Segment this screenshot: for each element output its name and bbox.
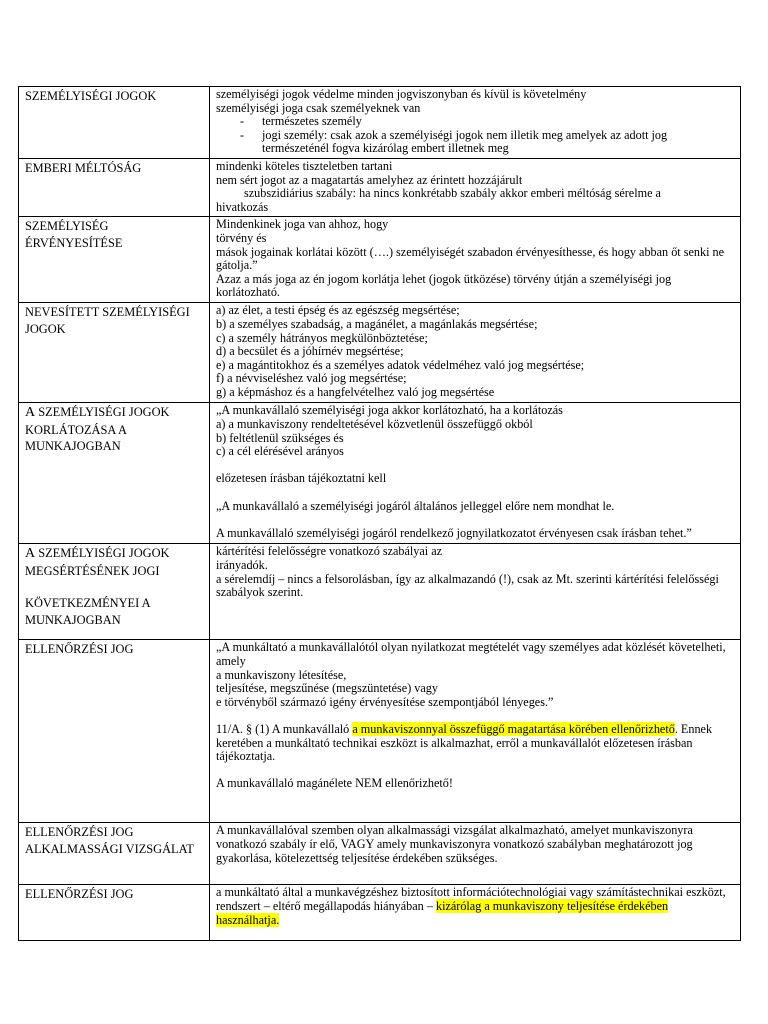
notes-table — [18, 86, 741, 941]
content-line: a munkaviszony létesítése, — [216, 667, 347, 682]
text-fragment: a munkáltató által a munkavégzéshez biztosított információtechnológiai vagy számítástechnikai eszközt, rendszert – eltérő megállapodás hiányában – — [216, 885, 726, 913]
list-item: e) a magántitokhoz és a személyes adatok védelméhez való jog megsértése; — [216, 357, 585, 372]
spacer — [216, 764, 734, 778]
content-line: kártérítési felelősségre vonatkozó szabályai az — [216, 544, 443, 559]
text-fragment: 11/A. § (1) A munkavállaló — [216, 721, 353, 736]
label-initial: A — [25, 405, 36, 421]
content-line: „A munkavállaló a személyiségi jogáról általános jelleggel előre nem mondhat le. — [216, 498, 615, 513]
label-line: JOGOK — [25, 321, 66, 336]
content-line: b) feltétlenül szükséges és — [216, 430, 344, 445]
label-line: MEGSÉRTÉSÉNEK JOGI — [25, 563, 160, 578]
dash-bullet: - — [240, 114, 245, 129]
label-line: EMBERI MÉLTÓSÁG — [25, 160, 142, 175]
row-label — [19, 885, 210, 941]
spacer — [216, 459, 734, 473]
row-content — [210, 158, 741, 216]
label-line — [25, 404, 203, 422]
label-line: KÖVETKEZMÉNYEI A — [25, 596, 151, 611]
table-row — [19, 823, 741, 885]
content-line: e törvényből származó igény érvényesítése szempontjából lényeges.” — [216, 694, 554, 709]
content-line: szubszidiárius szabály: ha nincs konkrétabb szabály akkor emberi méltóság sérelme a — [244, 186, 661, 201]
content-line: nem sért jogot az a magatartás amelyhez az érintett hozzájárult — [216, 172, 523, 187]
content-line: személyiségi jogok védelme minden jogviszonyban és kívül is követelmény — [216, 87, 587, 101]
row-content — [210, 217, 741, 303]
row-content — [210, 403, 741, 544]
content-line: „A munkáltató a munkavállalótól olyan nyilatkozat megtételét vagy személyes adat közlését követelheti, amely — [216, 640, 726, 668]
row-content — [210, 87, 741, 159]
row-content — [210, 303, 741, 403]
label-line: ELLENŐRZÉSI JOG — [25, 887, 134, 902]
list-item: c) a személy hátrányos megkülönböztetése; — [216, 330, 428, 345]
bullet-text: természetes személy — [262, 114, 362, 129]
spacer — [216, 486, 734, 500]
spacer — [216, 513, 734, 527]
label-line: SZEMÉLYISÉGI JOGOK — [25, 89, 157, 103]
content-line: mások jogainak korlátai között (….) személyiségét szabadon érvényesíthesse, és hogy abban őt senki ne gátolja.” — [216, 244, 725, 273]
table-row — [19, 885, 741, 941]
highlighted-text: kizárólag a munkaviszony teljesítése érdekében használhatja. — [216, 898, 669, 927]
table-row — [19, 87, 741, 159]
content-line: „A munkavállaló személyiségi joga akkor korlátozható, ha a korlátozás — [216, 403, 563, 418]
row-content — [210, 544, 741, 640]
content-line: törvény és — [216, 230, 267, 245]
row-label — [19, 303, 210, 403]
bullet-item — [216, 129, 734, 143]
bullet-text: jogi személy: csak azok a személyiségi jogok nem illetik meg amelyek az adott jog — [262, 127, 668, 142]
list-item: f) a névviseléshez való jog megsértése; — [216, 371, 407, 386]
label-line: ELLENŐRZÉSI JOG — [25, 825, 134, 840]
content-line: Mindenkinek joga van ahhoz, hogy — [216, 217, 389, 232]
label-rest: SZEMÉLYISÉGI JOGOK — [35, 546, 170, 561]
content-line: A munkavállaló személyiségi jogáról rendelkező jognyilatkozatot érvényesen csak írásban tehet.” — [216, 525, 692, 540]
content-line: teljesítése, megszűnése (megszüntetése) vagy — [216, 681, 438, 696]
row-label — [19, 217, 210, 303]
content-line: Azaz a más joga az én jogom korlátja lehet (jogok ütközése) törvény útján a személyiségi jog korlátozható. — [216, 271, 672, 300]
list-item: g) a képmáshoz és a hangfelvételhez való jog megsértése — [216, 384, 495, 399]
content-line: hivatkozás — [216, 199, 269, 214]
label-line: ELLENŐRZÉSI JOG — [25, 642, 134, 657]
table-row — [19, 217, 741, 303]
label-line: MUNKAJOGBAN — [25, 612, 121, 627]
content-line: a sérelemdíj – nincs a felsorolásban, így az alkalmazandó (!), csak az Mt. szerinti kártérítési felelősségi szabályok szerint. — [216, 571, 719, 600]
list-item: a) az élet, a testi épség és az egészség megsértése; — [216, 303, 460, 318]
row-label — [19, 87, 210, 159]
content-line: A munkavállalóval szemben olyan alkalmassági vizsgálat alkalmazható, amelyet munkaviszonyra vonatkozó szabály ír elő, VAGY amely munkaviszonyra vonatkozó szabályban meghatározott jog gyakorlása, kötelezettség teljesítése érdekében szükséges. — [216, 823, 693, 865]
spacer — [25, 579, 203, 595]
list-item: d) a becsület és a jóhírnév megsértése; — [216, 344, 404, 359]
row-content — [210, 885, 741, 941]
row-label — [19, 640, 210, 823]
label-line: KORLÁTOZÁSA A — [25, 422, 128, 437]
content-line — [216, 723, 734, 764]
content-line: a) a munkaviszony rendeltetésével közvetlenül összefüggő okból — [216, 416, 533, 431]
label-line — [25, 545, 203, 563]
table-row — [19, 640, 741, 823]
content-line: előzetesen írásban tájékoztatni kell — [216, 471, 387, 486]
label-line: ÉRVÉNYESÍTÉSE — [25, 235, 123, 250]
content-line: irányadók. — [216, 557, 268, 572]
row-content — [210, 823, 741, 885]
table-row — [19, 158, 741, 216]
dash-bullet: - — [240, 127, 245, 142]
content-line: c) a cél elérésével arányos — [216, 444, 344, 459]
row-label — [19, 158, 210, 216]
label-line: SZEMÉLYISÉG — [25, 219, 109, 234]
label-line: NEVESÍTETT SZEMÉLYISÉGI — [25, 305, 190, 320]
table-row — [19, 403, 741, 544]
label-line: ALKALMASSÁGI VIZSGÁLAT — [25, 841, 194, 856]
row-label — [19, 823, 210, 885]
row-label — [19, 544, 210, 640]
table-row — [19, 303, 741, 403]
content-line — [216, 886, 734, 927]
bullet-item — [216, 115, 734, 129]
label-initial: A — [25, 546, 36, 562]
content-line: mindenki köteles tiszteletben tartani — [216, 158, 393, 173]
label-line: MUNKAJOGBAN — [25, 439, 121, 454]
row-content — [210, 640, 741, 823]
text-fragment: . Ennek keretében a munkáltató technikai eszközt is alkalmazhat, erről a munkavállalót előzetesen írásban tájékoztatja. — [216, 721, 713, 764]
label-rest: SZEMÉLYISÉGI JOGOK — [35, 405, 170, 420]
content-line: személyiségi joga csak személyeknek van — [216, 100, 421, 115]
table-row — [19, 544, 741, 640]
highlighted-text: a munkaviszonnyal összefüggő magatartása körében ellenőrizhető — [352, 721, 675, 736]
list-item: b) a személyes szabadság, a magánélet, a magánlakás megsértése; — [216, 316, 538, 331]
content-line: A munkavállaló magánélete NEM ellenőrizhető! — [216, 776, 453, 791]
row-label — [19, 403, 210, 544]
bullet-continuation: természeténél fogva kizárólag embert illetnek meg — [262, 141, 509, 156]
spacer — [216, 709, 734, 723]
